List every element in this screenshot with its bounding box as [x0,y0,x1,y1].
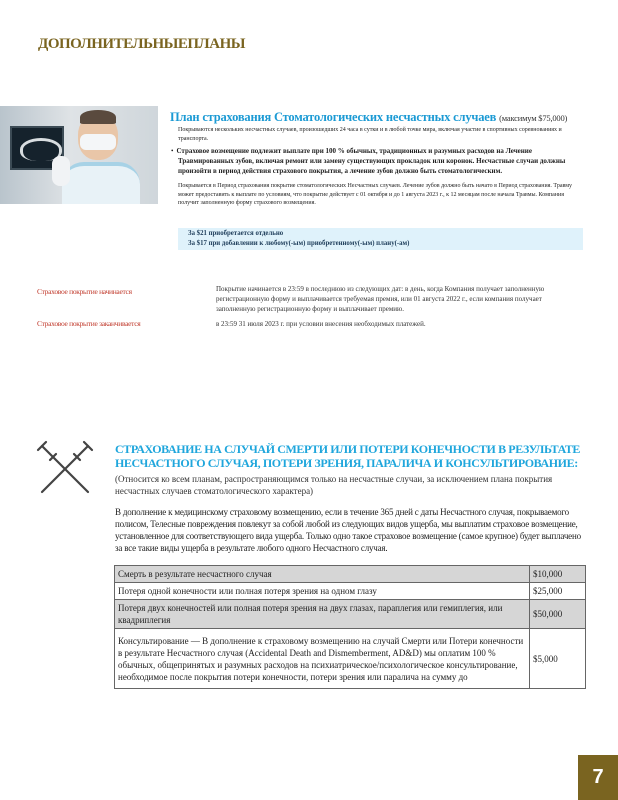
benefit-label: Потеря двух конечностей или полная потеря зрения на двух глазах, параплегия или гемиплегия, или квадриплегия [115,600,530,629]
benefit-amount: $25,000 [530,583,586,600]
benefit-amount: $5,000 [530,629,586,689]
benefit-label: Смерть в результате несчастного случая [115,566,530,583]
dental-plan-text-3: Покрывается в Период страхования покрытие стоматологических Несчастных случаев. Лечение зубов должно быть начато в Период страхования. Травму может предоставить к выплате по условиям, что покрытие действует с 01 октября и до 1 августа 2023 г., к 12 месяцам после начала Травмы. Компания получит заполненную форму страхового возмещения. [178,183,573,206]
add-body: В дополнение к медицинскому страховому возмещению, если в течение 365 дней с даты Несчастного случая, покрываемого полисом, Телесные повреждения повлекут за собой любой из следующих видов ущерба, мы выплатим страховое возмещение, установленное для соответствующего вида ущерба. Только одно такое страховое возмещение (самое крупное) будет выплачено за все такие виды ущерба в результате любого одного Несчастного случая. [115,507,581,553]
price-standalone: За $21 приобретается отдельно [188,230,284,237]
dental-plan-text-2: Страховое возмещение подлежит выплате при 100 % обычных, традиционных и разумных расходов на Лечение Травмированных зубов, включая ремонт или замену существующих прокладок или коронок. Несчастные случаи должны произойти в период действия страхового покрытия, а лечение зубов должно быть стоматологическим. [176,147,566,175]
coverage-start-text: Покрытие начинается в 23:59 в последнюю из следующих дат: в день, когда Компания получает заполненную регистрационную форму и выплачивается требуемая премия, или 01 августа 2022 г., если компания получает заполненную регистрационную форму и выплачивает премию. [216,285,545,313]
add-heading: СТРАХОВАНИЕ НА СЛУЧАЙ СМЕРТИ ИЛИ ПОТЕРИ КОНЕЧНОСТИ В РЕЗУЛЬТАТЕ НЕСЧАСТНОГО СЛУЧАЯ, ПОТЕРИ ЗРЕНИЯ, ПАРАЛИЧА И КОНСУЛЬТИРОВАНИЕ: [115,442,581,470]
dental-plan-text-1: Покрываются нескольких несчастных случаев, произошедших 24 часа в сутки и в любой точке мира, включая участие в спортивных соревнованиях и транспорта. [178,127,562,142]
dental-plan-title [170,110,570,125]
price-addon: За $17 при добавлении к любому(-ым) приобретенному(-ым) плану(-ам) [188,240,410,247]
benefit-amount: $50,000 [530,600,586,629]
benefits-table [114,565,586,689]
coverage-start-label: Страховое покрытие начинается [37,287,132,296]
page-title: ДОПОЛНИТЕЛЬНЫЕПЛАНЫ [38,36,245,52]
table-row [115,629,586,689]
table-row [115,600,586,629]
add-subheading: (Относится ко всем планам, распространяющимся только на несчастные случаи, за исключением плана покрытия несчастных случаев стоматологического характера) [115,474,553,496]
benefit-label: Потеря одной конечности или полная потеря зрения на одном глазу [115,583,530,600]
benefit-amount: $10,000 [530,566,586,583]
coverage-end-label: Страховое покрытие заканчивается [37,319,141,328]
dental-plan-max: (максимум $75,000) [499,113,568,123]
doctor-xray-photo [0,106,158,204]
crossed-crutches-icon [36,440,94,498]
page-number: 7 [578,755,618,800]
dental-plan-title-text: План страхования Стоматологических несчастных случаев [170,110,497,124]
coverage-end-text: в 23:59 31 июля 2023 г. при условии внесения необходимых платежей. [216,320,426,328]
price-box [178,228,583,250]
table-row [115,566,586,583]
dental-plan-bullet-item [171,146,573,176]
table-row [115,583,586,600]
benefit-label: Консультирование — В дополнение к страховому возмещению на случай Смерти или Потери конечности в результате Несчастного случая (Accidental Death and Dismemberment, AD&D) мы оплатим 100 % обычных, общепринятых и разумных расходов на психиатрическое/психологическое консультирование, необходимое после покрытия потери конечности, потери зрения или паралича на сумму до [115,629,530,689]
bullet-icon: • [171,147,174,155]
